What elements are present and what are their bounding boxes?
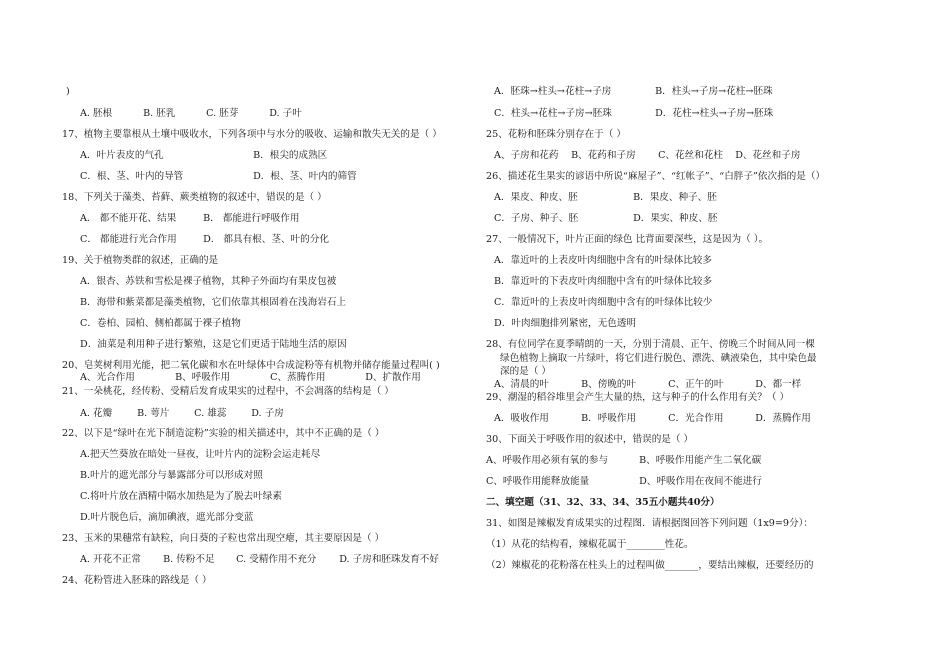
q24-option-d: D．花柱→柱头→子房→胚珠 [655,108,774,119]
q28-options [494,379,801,391]
q21-option-d: D. 子房 [251,408,284,419]
q26-option-d: D．果实、种皮、胚 [633,213,718,224]
q28-stem-line3: 深的是（ ） [500,366,552,377]
q18-option-a: A． 都不能开花、结果 [80,213,177,224]
q30-option-d: D、呼吸作用在夜间不能进行 [639,476,762,487]
q23-option-a: A. 开花不正常 [80,554,141,565]
q22-option-d: D.叶片脱色后，滴加碘液，遮光部分变蓝 [80,512,254,523]
q19-stem: 19、关于植物类群的叙述，正确的是 [62,255,219,266]
right-column [470,0,890,671]
q31-part1 [486,539,694,551]
q23-options [80,554,439,566]
q20-option-c: C、蒸腾作用 [270,372,326,383]
q30-option-c: C、呼吸作用能释放能量 [486,476,590,487]
q19-option-d: D．油菜是利用种子进行繁殖，这是它们更适于陆地生活的原因 [80,339,347,350]
q17-option-c: C．根、茎、叶内的导管 [80,171,184,182]
q25-option-c: C、花丝和花柱 [658,150,724,161]
q21-option-a: A. 花瓣 [80,408,113,419]
q17-option-a: A．叶片表皮的气孔 [80,150,164,161]
q29-option-a: A．吸收作用 [494,413,549,424]
q18-options-row1 [80,213,300,225]
q31-part2 [486,560,814,572]
q27-stem: 27、一般情况下，叶片正面的绿色 比背面要深些，这是因为（ ）。 [486,234,769,245]
q21-stem: 21、一朵桃花，经传粉、受精后发育成果实的过程中，不会凋落的结构是（ ） [62,386,394,397]
q18-option-d: D． 都具有根、茎、叶的分化 [203,234,329,245]
q28-option-b: B、傍晚的叶 [581,379,637,390]
q23-option-d: D. 子房和胚珠发育不好 [339,554,439,565]
q27-option-a: A．靠近叶的上表皮叶肉细胞中含有的叶绿体比较多 [494,255,712,266]
q28-option-a: A、清晨的叶 [494,379,549,390]
q28-option-c: C、正午的叶 [668,379,724,390]
q17-option-d: D．根、茎、叶内的筛管 [253,171,357,182]
q25-options [494,150,800,162]
q28-stem-line2: 绿色植物上摘取一片绿叶，将它们进行脱色、漂洗、碘液染色，其中染色最 [500,353,817,364]
q21-option-b: B. 萼片 [137,408,170,419]
q27-option-c: C．靠近叶的上表皮叶肉细胞中含有的叶绿体比较少 [494,297,713,308]
q26-stem: 26、描述花生果实的谚语中所说“麻屋子”、“红帐子”、“白胖子”依次指的是（） [486,171,826,182]
q27-option-b: B．靠近叶的下表皮叶肉细胞中含有的叶绿体比较多 [494,276,713,287]
q28-stem-line1: 28、有位同学在夏季晴朗的一天，分别于清晨、正午、傍晚三个时间从同一棵 [486,339,815,350]
q16-option-b: B. 胚乳 [143,108,176,119]
q31-part1-suffix: 性花。 [664,539,694,550]
q30-options-row1 [486,455,761,467]
q16-option-a: A. 胚根 [80,108,113,119]
q31-part1-text: （1）从花的结构看，辣椒花属于 [486,539,627,550]
q19-option-a: A．银杏、苏铁和雪松是裸子植物，其种子外面均有果皮包被 [80,276,337,287]
q16-options [80,108,302,120]
q26-option-c: C．子房、种子、胚 [494,213,579,224]
section-2-heading: 二、填空题（31、32、33、34、35五小题共40分） [486,497,720,508]
q29-option-d: D．蒸腾作用 [755,413,811,424]
q24-option-c: C．柱头→花柱→子房→胚珠 [494,108,612,119]
q29-stem: 29、潮湿的稻谷堆里会产生大量的热，这与种子的什么作用有关？（ ） [486,392,790,403]
q20-option-d: D、扩散作用 [365,372,421,383]
q20-option-b: B、呼吸作用 [175,372,231,383]
q23-stem: 23、玉米的果穗常有缺粒，向日葵的子粒也常出现空瘪，其主要原因是（ ） [62,533,385,544]
q18-stem: 18、下列关于藻类、苔藓、蕨类植物的叙述中，错误的是（ ） [62,192,327,203]
q22-option-a: A.把天竺葵放在暗处一昼夜，让叶片内的淀粉会运走耗尽 [80,449,321,460]
q26-options-row2 [494,213,718,225]
q23-option-c: C. 受精作用不充分 [236,554,317,565]
q19-option-b: B．海带和紫菜都是藻类植物，它们依靠其根固着在浅海岩石上 [80,297,347,308]
q24-options-row1 [494,86,773,98]
q30-option-a: A、呼吸作用必须有氧的参与 [486,455,609,466]
q22-option-c: C.将叶片放在酒精中隔水加热是为了脱去叶绿素 [80,491,282,502]
q23-option-b: B. 传粉不足 [163,554,215,565]
q18-option-b: B． 都能进行呼吸作用 [203,213,300,224]
q18-option-c: C． 都能进行光合作用 [80,234,177,245]
q28-option-d: D、都一样 [755,379,802,390]
q30-stem: 30、下面关于呼吸作用的叙述中，错误的是（ ） [486,434,694,445]
q31-part1-blank: ________ [626,539,665,550]
q22-option-b: B.叶片的遮光部分与暴露部分可以形成对照 [80,470,263,481]
q29-option-c: C．光合作用 [668,413,724,424]
q16-option-c: C. 胚芽 [206,108,239,119]
q20-stem: 20、皂荚树利用光能，把二氧化碳和水在叶绿体中合成淀粉等有机物并储存能量过程叫( ) [62,360,440,371]
q24-stem: 24、花粉管进入胚珠的路线是（ ） [62,575,212,586]
q17-stem: 17、植物主要靠根从土壤中吸收水，下列各项中与水分的吸收、运输和散失无关的是（ ） [62,129,442,140]
q31-part2-text: （2）辣椒花的花粉落在柱头上的过程叫做 [486,560,665,571]
q25-option-d: D、花丝和子房 [735,150,801,161]
q18-options-row2 [80,234,329,246]
q22-stem: 22、以下是“绿叶在光下制造淀粉”实验的相关描述中，其中不正确的是（ ） [62,428,385,439]
q17-option-b: B．根尖的成熟区 [253,150,328,161]
q20-option-a: A、光合作用 [80,372,135,383]
q27-option-d: D．叶肉细胞排列紧密，无色透明 [494,318,637,329]
left-column [0,0,442,671]
q25-option-b: B、花药和子房 [571,150,636,161]
q31-part2-blank: _______ [664,560,699,571]
q24-options-row2 [494,108,773,120]
q24-option-b: B．柱头→子房→花柱→胚珠 [655,86,773,97]
q29-options [494,413,811,425]
q19-option-c: C．卷柏、园柏、侧柏都属于裸子植物 [80,318,241,329]
q31-stem: 31、如图是辣椒发育成果实的过程图．请根据图回答下列问题（1x9=9分）： [486,518,813,529]
prev-question-tail: ) [66,86,70,97]
q26-option-a: A．果皮、种皮、胚 [494,192,578,203]
q21-option-c: C. 雄蕊 [194,408,227,419]
q16-option-d: D. 子叶 [269,108,302,119]
q26-options-row1 [494,192,717,204]
q20-options [80,372,421,384]
q25-option-a: A、子房和花药 [494,150,559,161]
q31-part2-suffix: ，要结出辣椒，还要经历的 [698,560,814,571]
q17-options-row2 [80,171,357,183]
q30-options-row2 [486,476,762,488]
q21-options [80,408,284,420]
q29-option-b: B．呼吸作用 [581,413,637,424]
q24-option-a: A．胚珠→柱头→花柱→子房 [494,86,612,97]
q17-options-row1 [80,150,327,162]
q26-option-b: B．果皮、种子、胚 [633,192,717,203]
q25-stem: 25、花粉和胚珠分别存在于（ ） [486,129,626,140]
q30-option-b: B、呼吸作用能产生二氧化碳 [639,455,762,466]
